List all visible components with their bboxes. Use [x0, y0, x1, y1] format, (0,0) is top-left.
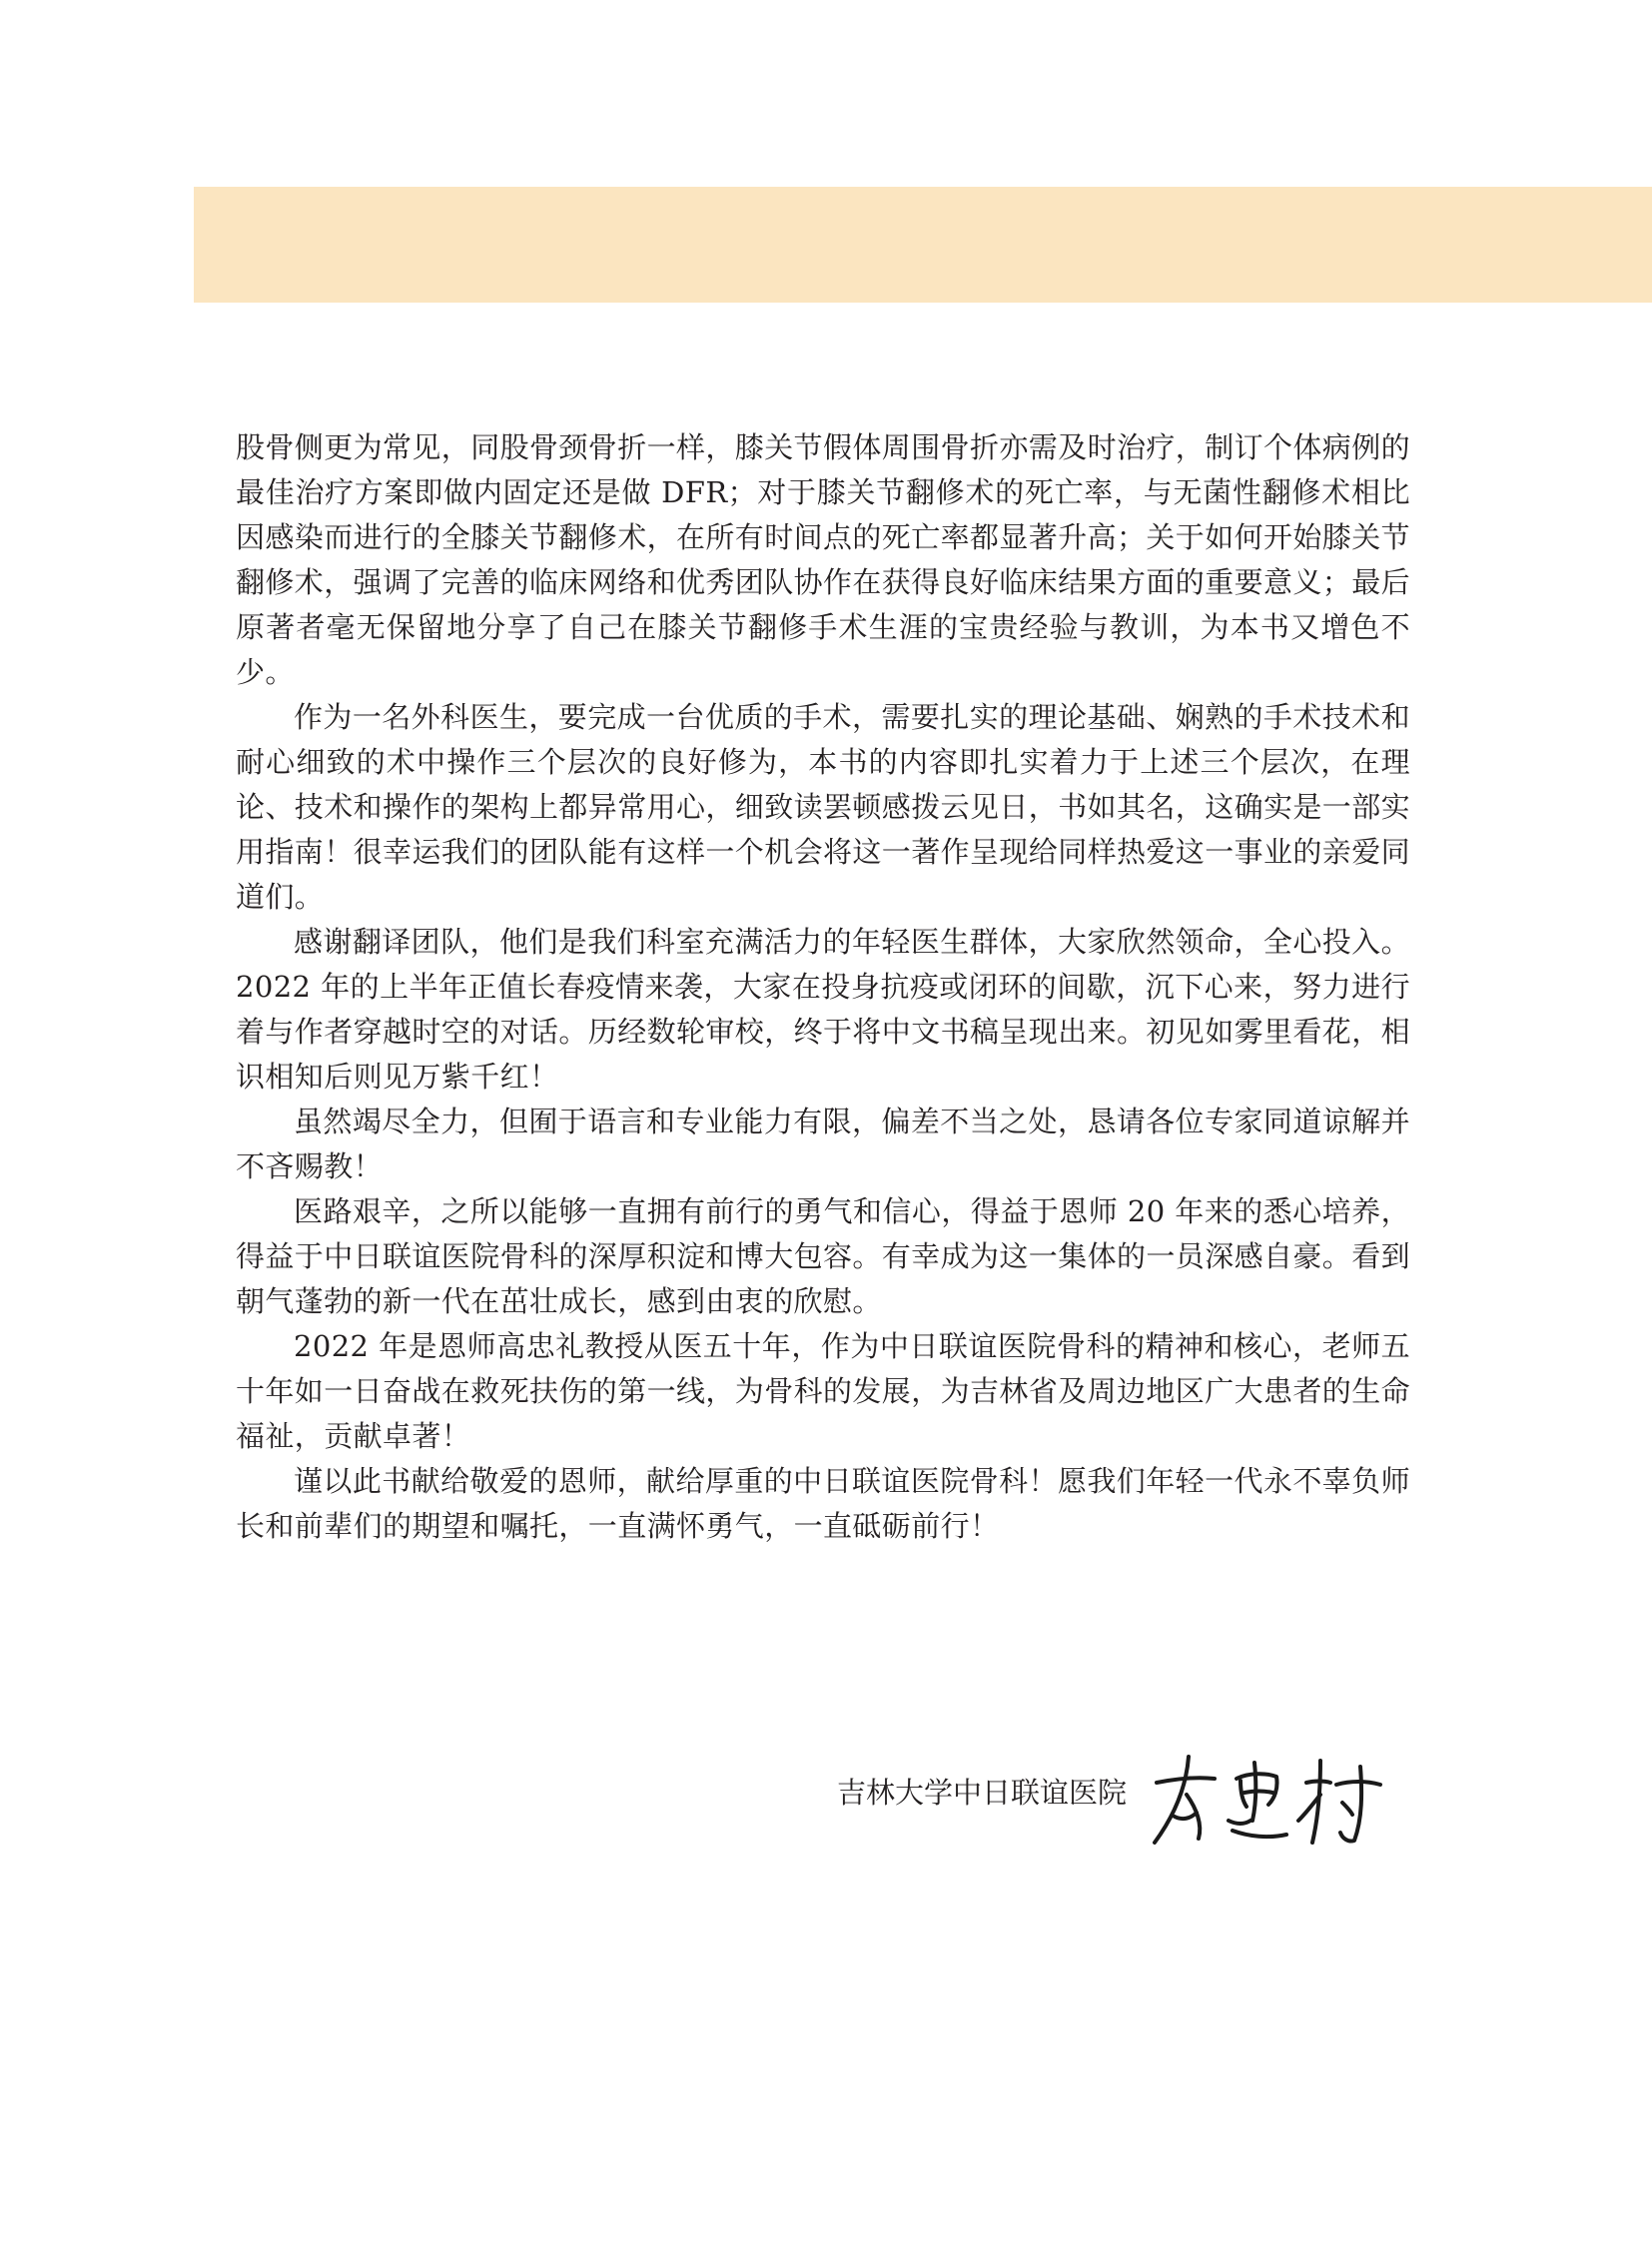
- paragraph: 感谢翻译团队，他们是我们科室充满活力的年轻医生群体，大家欣然领命，全心投入。2022 年的上半年正值长春疫情来袭，大家在投身抗疫或闭环的间歇，沉下心来，努力进行着与作者穿越时空的对话。历经数轮审校，终于将中文书稿呈现出来。初见如雾里看花，相识相知后则见万紫千红！: [236, 925, 1411, 1094]
- header-band: [194, 187, 1652, 303]
- closing-block: [837, 1743, 1416, 1863]
- handwritten-signature: [1137, 1743, 1396, 1863]
- paragraph: 2022 年是恩师高忠礼教授从医五十年，作为中日联谊医院骨科的精神和核心，老师五十年如一日奋战在救死扶伤的第一线，为骨科的发展，为吉林省及周边地区广大患者的生命福祉，贡献卓著！: [236, 1329, 1411, 1453]
- paragraph: 医路艰辛，之所以能够一直拥有前行的勇气和信心，得益于恩师 20 年来的悉心培养，得益于中日联谊医院骨科的深厚积淀和博大包容。有幸成为这一集体的一员深感自豪。看到朝气蓬勃的新一代在茁壮成长，感到由衷的欣慰。: [236, 1194, 1411, 1318]
- paragraph: 作为一名外科医生，要完成一台优质的手术，需要扎实的理论基础、娴熟的手术技术和耐心细致的术中操作三个层次的良好修为，本书的内容即扎实着力于上述三个层次，在理论、技术和操作的架构上都异常用心，细致读罢顿感拨云见日，书如其名，这确实是一部实用指南！很幸运我们的团队能有这样一个机会将这一著作呈现给同样热爱这一事业的亲爱同道们。: [236, 700, 1411, 914]
- paragraph: 虽然竭尽全力，但囿于语言和专业能力有限，偏差不当之处，恳请各位专家同道谅解并不吝赐教！: [236, 1105, 1410, 1183]
- paragraph-continued: 股骨侧更为常见，同股骨颈骨折一样，膝关节假体周围骨折亦需及时治疗，制订个体病例的最佳治疗方案即做内固定还是做 DFR；对于膝关节翻修术的死亡率，与无菌性翻修术相比因感染而进行的全膝关节翻修术，在所有时间点的死亡率都显著升高；关于如何开始膝关节翻修术，强调了完善的临床网络和优秀团队协作在获得良好临床结果方面的重要意义；最后原著者毫无保留地分享了自己在膝关节翻修手术生涯的宝贵经验与教训，为本书又增色不少。: [236, 430, 1411, 689]
- affiliation: 吉林大学中日联谊医院: [837, 1776, 1128, 1810]
- paragraph: 谨以此书献给敬爱的恩师，献给厚重的中日联谊医院骨科！愿我们年轻一代永不辜负师长和前辈们的期望和嘱托，一直满怀勇气，一直砥砺前行！: [236, 1464, 1410, 1543]
- preface-body: [236, 425, 1410, 1549]
